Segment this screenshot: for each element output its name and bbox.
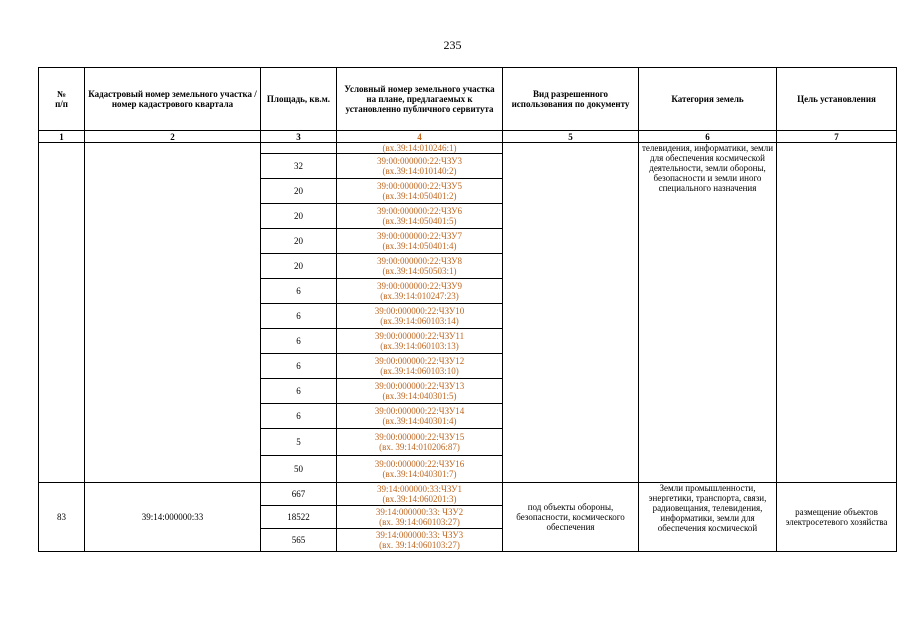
- conditional-number-cell: [337, 279, 503, 304]
- conditional-number-cell: [337, 304, 503, 329]
- header-num: № п/п: [39, 68, 85, 131]
- column-number: 4: [337, 131, 503, 143]
- land-category-cell: Земли промышленности, энергетики, транспорта, связи, радиовещания, телевидения, информатики, земли для обеспечения космической: [639, 483, 777, 552]
- header-conditional-number: Условный номер земельного участка на плане, предлагаемых к установленно публичного сервитута: [337, 68, 503, 131]
- conditional-number: 39:00:000000:22:ЧЗУ15: [374, 432, 465, 442]
- conditional-number: 39:00:000000:22:ЧЗУ10: [374, 306, 465, 316]
- conditional-number-cell: [337, 379, 503, 404]
- conditional-number-cell: [337, 483, 503, 506]
- conditional-number: 39:00:000000:22:ЧЗУ5: [376, 181, 462, 191]
- area-cell: 32: [261, 154, 337, 179]
- header-land-category: Категория земель: [639, 68, 777, 131]
- conditional-number: 39:14:000000:33: ЧЗУ3: [375, 530, 464, 540]
- conditional-number: 39:14:000000:33: ЧЗУ2: [375, 507, 464, 517]
- conditional-number: 39:00:000000:22:ЧЗУ14: [374, 406, 465, 416]
- conditional-number: 39:00:000000:22:ЧЗУ3: [376, 156, 462, 166]
- area-cell: 5: [261, 429, 337, 456]
- header-area: Площадь, кв.м.: [261, 68, 337, 131]
- conditional-number-cell: [337, 404, 503, 429]
- area-cell: 20: [261, 204, 337, 229]
- conditional-number: 39:00:000000:22:ЧЗУ9: [376, 281, 462, 291]
- cadastral-cell: 39:14:000000:33: [85, 483, 261, 552]
- area-cell: 50: [261, 456, 337, 483]
- parent-parcel-ref: (вх.39:14:060103:14): [380, 316, 459, 326]
- parent-parcel-ref: (вх. 39:14:010206:87): [379, 442, 460, 452]
- conditional-number: 39:00:000000:22:ЧЗУ7: [376, 231, 462, 241]
- header-row: [39, 68, 897, 131]
- area-cell: 565: [261, 529, 337, 552]
- parent-parcel-ref: (вх.39:14:040301:7): [382, 469, 457, 479]
- conditional-number-cell: (вх.39:14:010246:1): [337, 143, 503, 154]
- header-cadastral: Кадастровый номер земельного участка /номер кадастрового квартала: [85, 68, 261, 131]
- num-cell: [39, 143, 85, 483]
- parent-parcel-ref: (вх. 39:14:060103:27): [379, 540, 460, 550]
- conditional-number-cell: [337, 254, 503, 279]
- land-category-cell: телевидения, информатики, земли для обеспечения космической деятельности, земли обороны, безопасности и земли иного специального назначения: [639, 143, 777, 483]
- conditional-number-cell: [337, 506, 503, 529]
- conditional-number: 39:00:000000:22:ЧЗУ12: [374, 356, 465, 366]
- conditional-number: 39:00:000000:22:ЧЗУ16: [374, 459, 465, 469]
- table-row: [39, 483, 897, 506]
- parent-parcel-ref: (вх.39:14:050503:1): [382, 266, 457, 276]
- parent-parcel-ref: (вх.39:14:060103:10): [380, 366, 459, 376]
- parent-parcel-ref: (вх.39:14:060103:13): [380, 341, 459, 351]
- num-cell: 83: [39, 483, 85, 552]
- area-cell: [261, 143, 337, 154]
- conditional-number: 39:14:000000:33:ЧЗУ1: [376, 484, 462, 494]
- column-number: 6: [639, 131, 777, 143]
- parent-parcel-ref: (вх.39:14:060201:3): [382, 494, 457, 504]
- conditional-number-cell: [337, 456, 503, 483]
- conditional-number: 39:00:000000:22:ЧЗУ11: [374, 331, 465, 341]
- area-cell: 18522: [261, 506, 337, 529]
- conditional-number-cell: [337, 529, 503, 552]
- parent-parcel-ref: (вх.39:14:040301:5): [382, 391, 457, 401]
- servitude-table: [38, 67, 897, 552]
- conditional-number: 39:00:000000:22:ЧЗУ13: [374, 381, 465, 391]
- area-cell: 6: [261, 329, 337, 354]
- area-cell: 6: [261, 304, 337, 329]
- permitted-use-cell: [503, 143, 639, 483]
- conditional-number-cell: [337, 429, 503, 456]
- column-number: 7: [777, 131, 897, 143]
- column-number: 1: [39, 131, 85, 143]
- column-number: 3: [261, 131, 337, 143]
- parent-parcel-ref: (вх. 39:14:060103:27): [379, 517, 460, 527]
- parent-parcel-ref: (вх.39:14:010140:2): [382, 166, 457, 176]
- parent-parcel-ref: (вх.39:14:040301:4): [382, 416, 457, 426]
- conditional-number-cell: [337, 229, 503, 254]
- conditional-number-cell: [337, 154, 503, 179]
- parent-parcel-ref: (вх.39:14:050401:4): [382, 241, 457, 251]
- area-cell: 6: [261, 354, 337, 379]
- table-row: [39, 143, 897, 154]
- header-purpose: Цель установления: [777, 68, 897, 131]
- column-number: 2: [85, 131, 261, 143]
- conditional-number-cell: [337, 329, 503, 354]
- area-cell: 20: [261, 229, 337, 254]
- conditional-number-cell: [337, 354, 503, 379]
- area-cell: 6: [261, 279, 337, 304]
- parent-parcel-ref: (вх.39:14:010247:23): [380, 291, 459, 301]
- column-number-row: [39, 131, 897, 143]
- conditional-number-cell: [337, 204, 503, 229]
- column-number: 5: [503, 131, 639, 143]
- purpose-cell: размещение объектов электросетевого хозяйства: [777, 483, 897, 552]
- area-cell: 667: [261, 483, 337, 506]
- header-permitted-use: Вид разрешенного использования по документу: [503, 68, 639, 131]
- parent-parcel-ref: (вх.39:14:050401:5): [382, 216, 457, 226]
- area-cell: 20: [261, 179, 337, 204]
- area-cell: 6: [261, 404, 337, 429]
- conditional-number-cell: [337, 179, 503, 204]
- permitted-use-cell: под объекты обороны, безопасности, космического обеспечения: [503, 483, 639, 552]
- conditional-number: 39:00:000000:22:ЧЗУ8: [376, 256, 462, 266]
- cadastral-cell: [85, 143, 261, 483]
- parent-parcel-ref: (вх.39:14:050401:2): [382, 191, 457, 201]
- area-cell: 6: [261, 379, 337, 404]
- purpose-cell: [777, 143, 897, 483]
- area-cell: 20: [261, 254, 337, 279]
- page-number: 235: [443, 38, 462, 52]
- conditional-number: 39:00:000000:22:ЧЗУ6: [376, 206, 462, 216]
